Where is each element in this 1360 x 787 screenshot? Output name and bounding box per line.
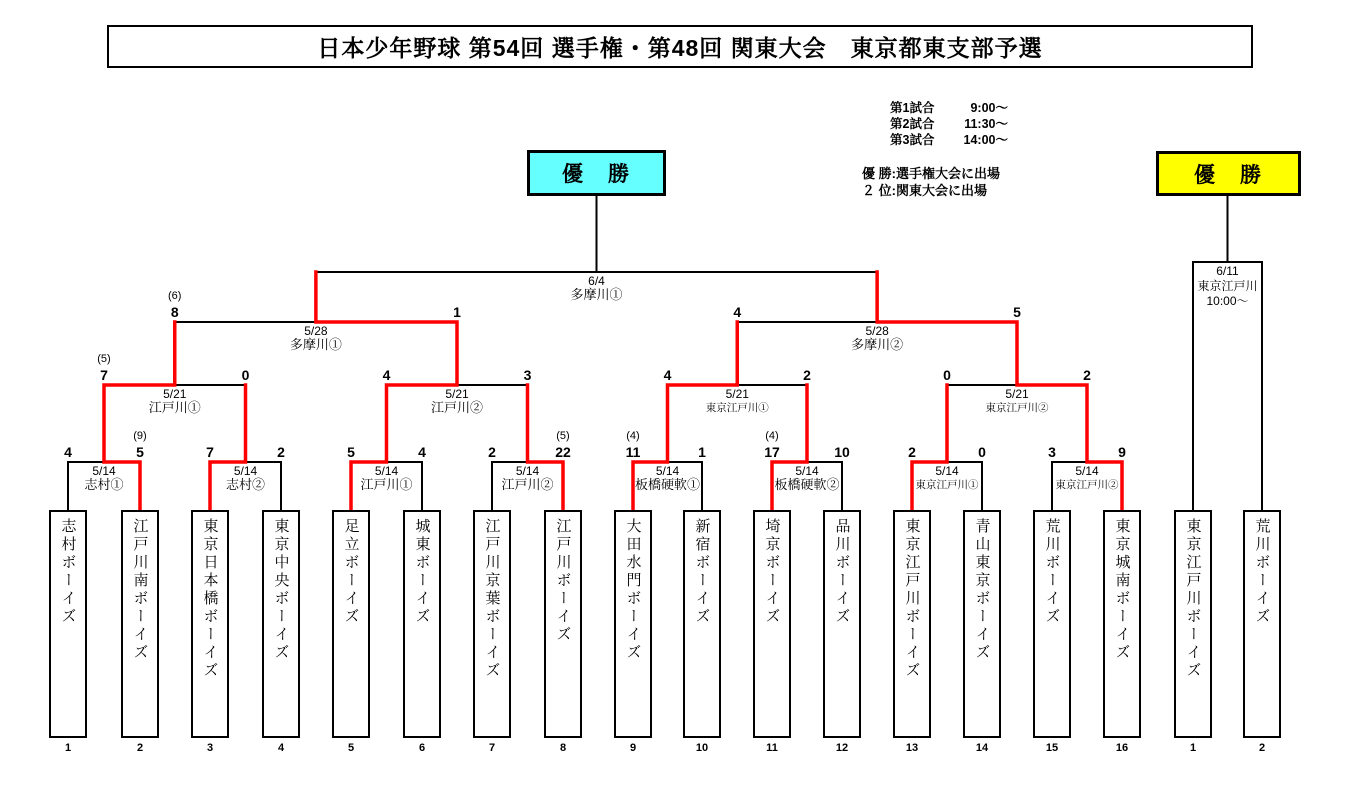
seed-number: 4 — [277, 742, 285, 754]
team-name: 荒川ボーイズ — [1253, 518, 1271, 626]
team-name: 青山東京ボーイズ — [973, 518, 991, 662]
seed-number: 8 — [559, 742, 567, 754]
match-venue: 志村① — [84, 477, 124, 492]
seed-number: 2 — [136, 742, 144, 754]
champion-label-left: 優 勝 — [562, 163, 631, 186]
schedule-game-time: 9:00～ — [970, 101, 1008, 115]
match-score-left: 0 — [943, 367, 951, 383]
team-name: 江戸川ボーイズ — [554, 518, 572, 644]
seed-number: 3 — [206, 742, 214, 754]
match-score-left: 5 — [347, 444, 355, 460]
match-score-right: 3 — [523, 367, 532, 383]
team-name: 品川ボーイズ — [833, 518, 851, 626]
match-score-right: 4 — [418, 444, 426, 460]
team-box — [683, 510, 721, 738]
right-match-label — [1197, 264, 1257, 309]
seed-number: 16 — [1115, 742, 1129, 754]
seed-number: 10 — [695, 742, 709, 754]
innings-note: (6) — [168, 290, 182, 302]
match-score-left: 4 — [382, 367, 391, 383]
match-venue: 板橋硬軟① — [634, 477, 701, 492]
match-score-left: 2 — [908, 444, 916, 460]
match-date: 5/14 — [795, 464, 819, 478]
seed-number: 14 — [975, 742, 989, 754]
final-match-date: 6/4 — [588, 274, 605, 288]
team-box — [544, 510, 582, 738]
schedule-game-label: 第1試合 — [890, 101, 935, 115]
match-score-right: 2 — [803, 367, 811, 383]
schedule-row — [890, 132, 1008, 148]
schedule-game-label: 第2試合 — [890, 117, 935, 131]
team-name: 東京中央ボーイズ — [272, 518, 290, 662]
team-box — [823, 510, 861, 738]
seed-number: 5 — [347, 742, 355, 754]
match-score-left: 2 — [488, 444, 496, 460]
schedule-block — [890, 100, 1008, 148]
match-score-left: 4 — [663, 367, 672, 383]
team-box — [614, 510, 652, 738]
match-date: 5/14 — [233, 464, 258, 478]
match-venue: 江戸川② — [430, 400, 484, 415]
match-score-right: 0 — [241, 367, 250, 383]
schedule-row — [890, 100, 1008, 116]
team-name: 江戸川南ボーイズ — [131, 518, 149, 662]
match-venue: 板橋硬軟② — [774, 477, 840, 492]
seed-number: 1 — [1189, 742, 1197, 754]
team-box — [473, 510, 511, 738]
match-score-right: 5 — [1013, 304, 1021, 320]
schedule-row — [890, 116, 1008, 132]
match-venue: 志村② — [225, 477, 266, 492]
innings-note: (4) — [626, 430, 640, 442]
match-score-right: 0 — [978, 444, 986, 460]
team-name: 荒川ボーイズ — [1043, 518, 1061, 626]
team-box — [191, 510, 229, 738]
match-date: 5/14 — [655, 464, 680, 478]
team-name: 新宿ボーイズ — [693, 518, 711, 626]
match-score-left: 7 — [100, 367, 108, 383]
match-score-left: 11 — [625, 444, 641, 460]
seed-number: 15 — [1045, 742, 1059, 754]
innings-note: (5) — [97, 353, 111, 365]
team-box — [1033, 510, 1071, 738]
match-date: 5/21 — [725, 387, 749, 401]
match-date: 5/14 — [515, 464, 540, 478]
right-match-time: 10:00～ — [1206, 294, 1249, 308]
qualification-note: ２ 位:関東大会に出場 — [862, 183, 987, 198]
match-date: 5/21 — [163, 387, 187, 401]
match-score-left: 4 — [64, 444, 72, 460]
team-box — [262, 510, 300, 738]
page-title: 日本少年野球 第54回 選手権・第48回 関東大会 東京都東支部予選 — [317, 35, 1043, 61]
match-date: 5/14 — [935, 464, 959, 478]
team-name: 城東ボーイズ — [413, 518, 431, 626]
team-box — [332, 510, 370, 738]
team-box — [1174, 510, 1212, 738]
match-date: 5/21 — [445, 387, 469, 401]
champion-label-right: 優 勝 — [1194, 163, 1263, 187]
match-venue: 江戸川① — [360, 477, 413, 492]
match-venue: 東京江戸川② — [1055, 479, 1119, 491]
match-score-left: 7 — [206, 444, 214, 460]
match-venue: 多摩川① — [289, 337, 342, 352]
match-score-left: 4 — [733, 304, 742, 320]
match-date: 5/14 — [374, 464, 399, 478]
seed-number: 9 — [629, 742, 637, 754]
team-name: 足立ボーイズ — [342, 518, 360, 626]
match-score-left: 3 — [1048, 444, 1056, 460]
match-venue: 東京江戸川① — [915, 479, 979, 491]
right-match-date: 6/11 — [1216, 264, 1239, 278]
champion-box-left — [527, 150, 666, 196]
match-score-right: 10 — [834, 444, 850, 460]
team-box — [753, 510, 791, 738]
match-score-right: 1 — [453, 304, 461, 320]
team-name: 東京日本橋ボーイズ — [201, 518, 219, 680]
match-score-right: 22 — [555, 444, 571, 460]
team-name: 江戸川京葉ボーイズ — [483, 518, 501, 680]
match-score-left: 8 — [170, 304, 179, 320]
match-score-right: 2 — [1083, 367, 1091, 383]
seed-number: 13 — [905, 742, 919, 754]
team-name: 志村ボーイズ — [59, 518, 77, 626]
champion-box-right — [1156, 151, 1301, 196]
match-date: 5/21 — [1005, 387, 1029, 401]
match-score-right: 5 — [136, 444, 144, 460]
team-name: 東京城南ボーイズ — [1113, 518, 1131, 662]
innings-note: (5) — [556, 430, 570, 442]
team-box — [1243, 510, 1281, 738]
team-box — [963, 510, 1001, 738]
innings-note: (4) — [765, 430, 779, 442]
team-box — [893, 510, 931, 738]
match-date: 5/14 — [1075, 464, 1099, 478]
team-box — [121, 510, 159, 738]
match-score-left: 17 — [764, 444, 780, 460]
seed-number: 11 — [766, 742, 778, 754]
match-date: 5/28 — [304, 324, 328, 338]
team-box — [1103, 510, 1141, 738]
qualification-note: 優 勝:選手権大会に出場 — [862, 166, 1000, 181]
match-venue: 東京江戸川① — [705, 402, 769, 414]
match-score-right: 1 — [698, 444, 706, 460]
match-date: 5/28 — [865, 324, 889, 338]
right-match-venue: 東京江戸川 — [1197, 279, 1258, 293]
team-name: 大田水門ボーイズ — [624, 518, 642, 662]
seed-number: 12 — [835, 742, 849, 754]
match-date: 5/14 — [92, 464, 116, 478]
team-name: 東京江戸川ボーイズ — [903, 518, 921, 680]
match-venue: 東京江戸川② — [985, 402, 1049, 414]
team-name: 東京江戸川ボーイズ — [1184, 518, 1202, 680]
match-venue: 江戸川① — [148, 400, 201, 415]
schedule-game-time: 11:30～ — [964, 117, 1008, 131]
seed-number: 2 — [1258, 742, 1266, 754]
notes-block — [862, 165, 1000, 199]
seed-number: 7 — [488, 742, 496, 754]
team-box — [49, 510, 87, 738]
team-name: 埼京ボーイズ — [763, 518, 781, 626]
match-score-right: 2 — [277, 444, 285, 460]
seed-number: 6 — [418, 742, 426, 754]
seed-number: 1 — [64, 742, 72, 754]
schedule-game-label: 第3試合 — [890, 133, 935, 147]
match-venue: 江戸川② — [501, 477, 554, 492]
match-score-right: 9 — [1118, 444, 1126, 460]
schedule-game-time: 14:00～ — [963, 133, 1008, 147]
title-box — [107, 25, 1253, 68]
team-box — [403, 510, 441, 738]
final-match-venue: 多摩川① — [570, 287, 623, 302]
innings-note: (9) — [133, 430, 147, 442]
match-venue: 多摩川② — [851, 337, 904, 352]
